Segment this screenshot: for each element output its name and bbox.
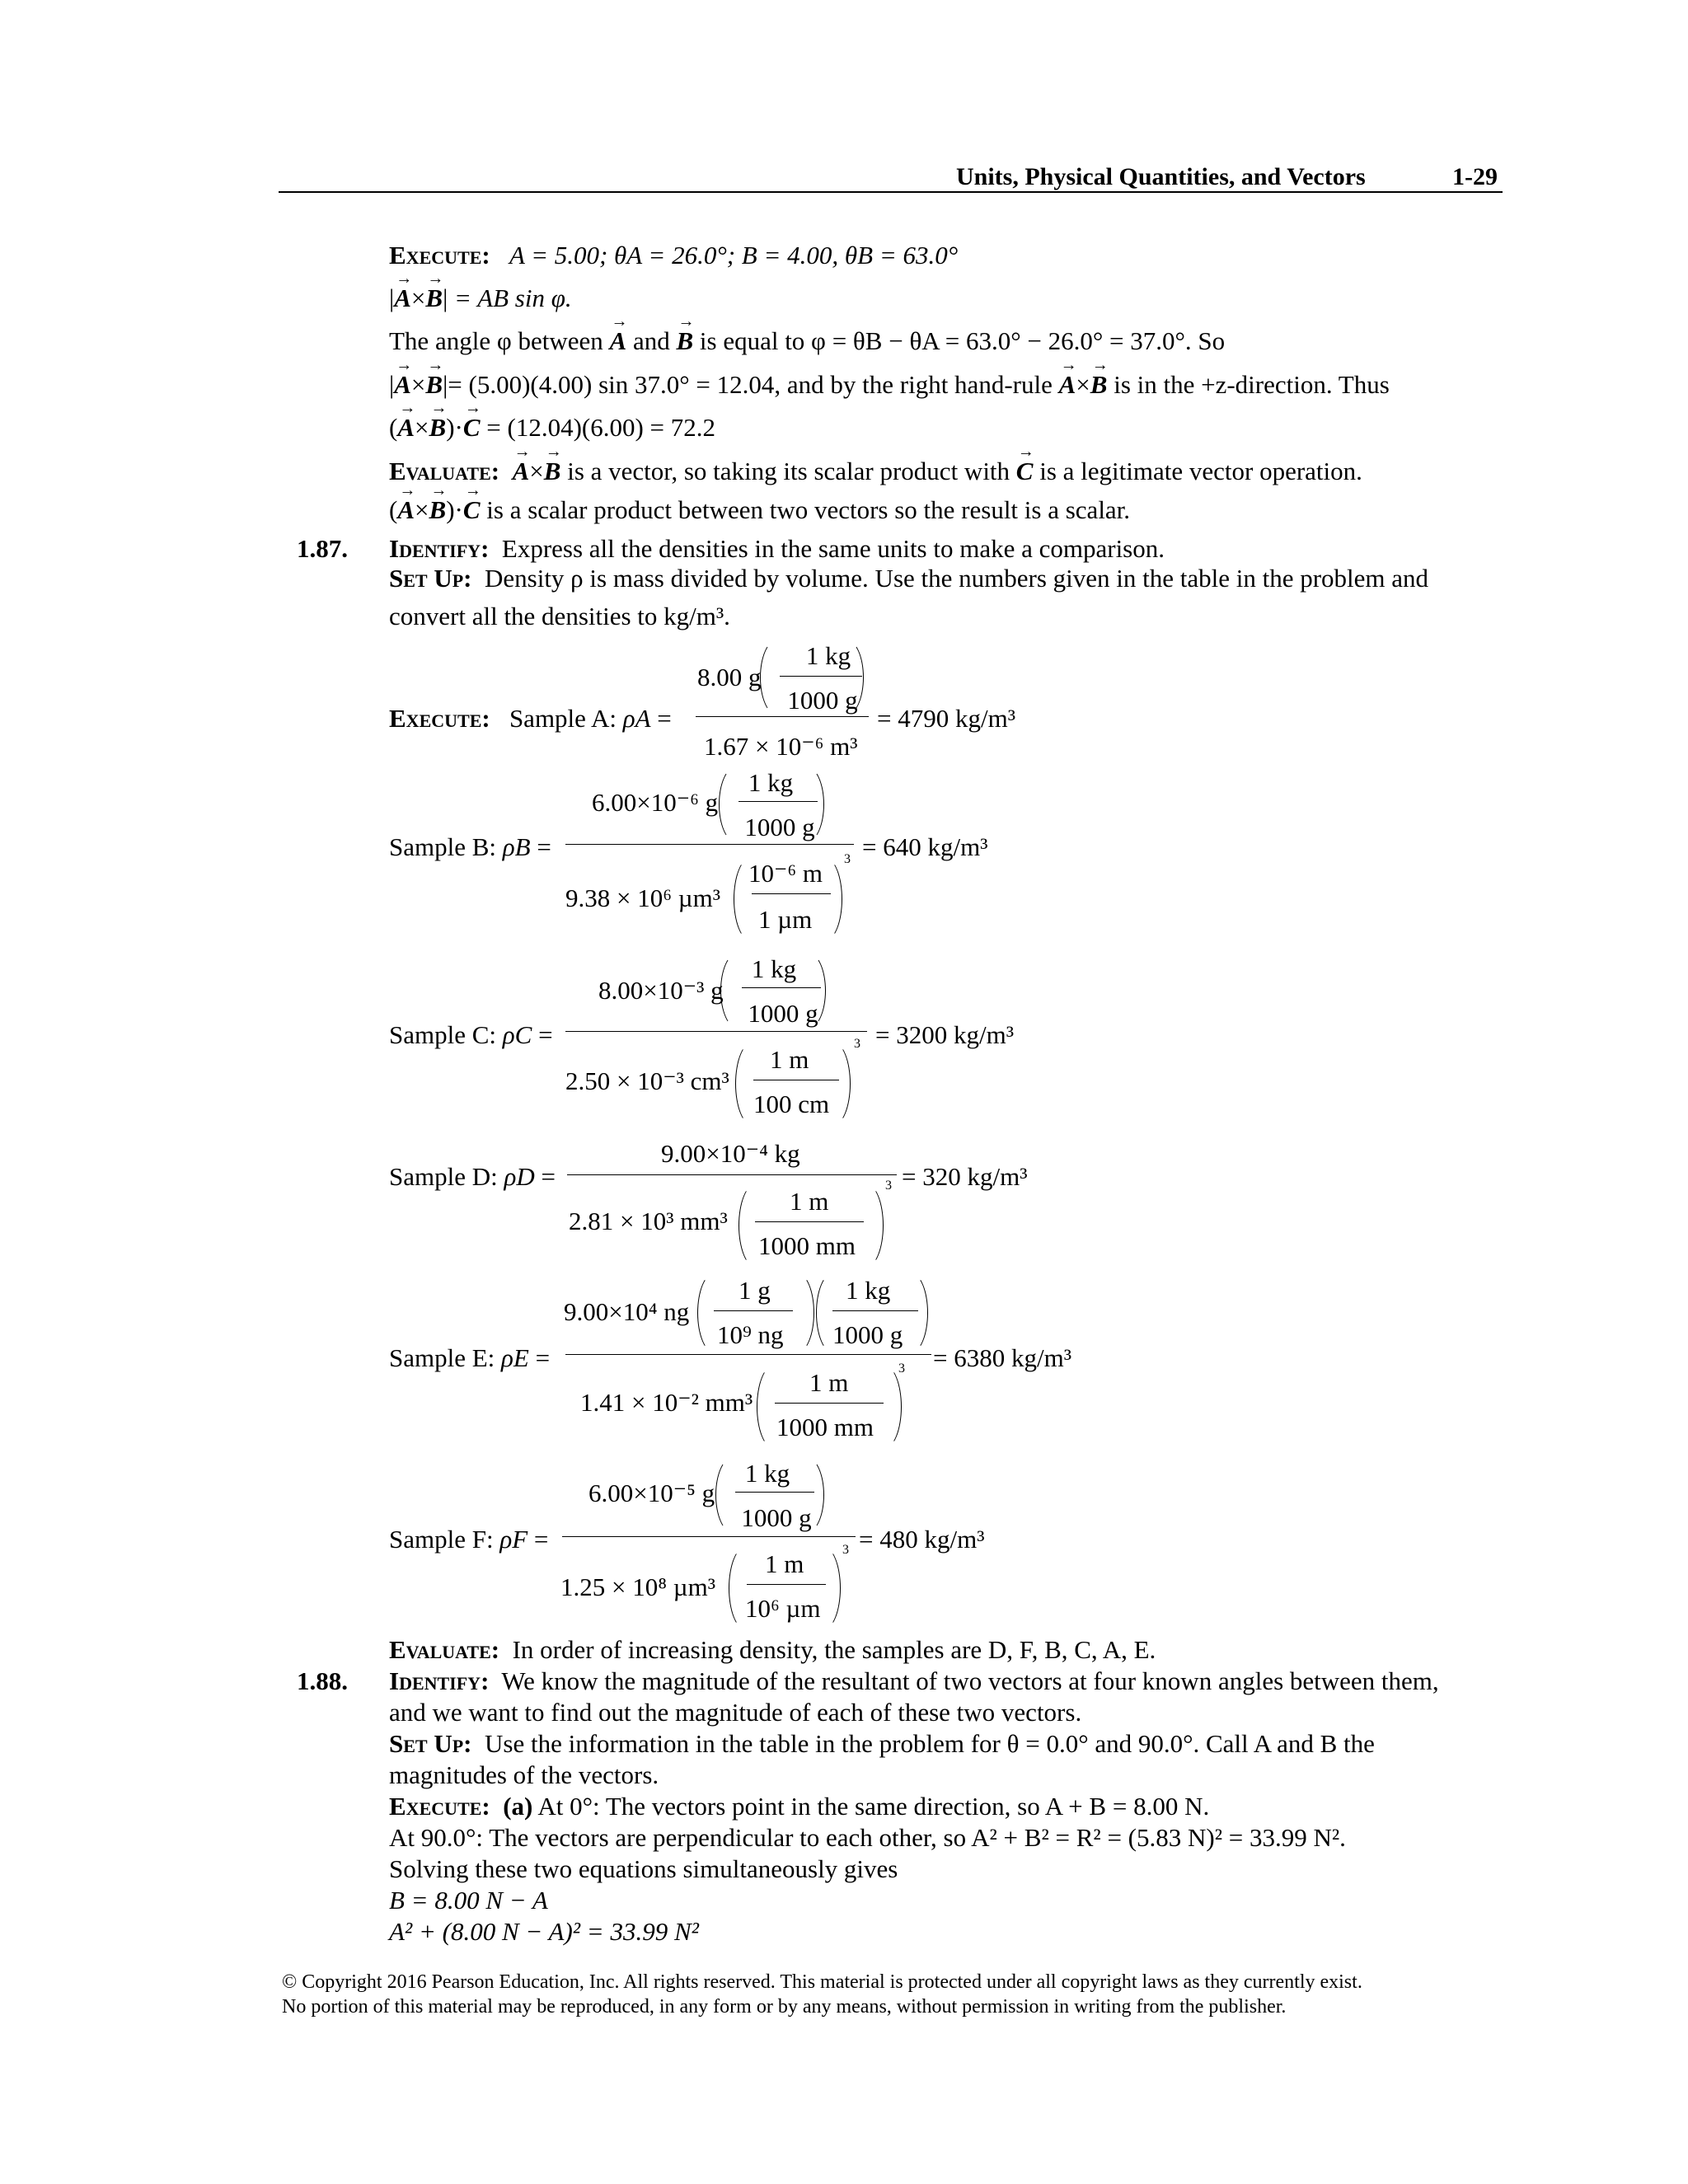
- sample-c-label: Sample C: ρC =: [389, 1020, 553, 1049]
- sample-b-numerator: 6.00×10⁻⁶ g: [592, 788, 719, 817]
- sample-a-numerator: 8.00 g: [697, 663, 762, 691]
- problem-number-187: 1.87.: [297, 534, 348, 563]
- sample-f-numerator: 6.00×10⁻⁵ g: [588, 1479, 715, 1507]
- conv-g1000: 1000 g: [748, 999, 818, 1028]
- sample-c-name: Sample C:: [389, 1020, 497, 1049]
- identify-text-188-1: We know the magnitude of the resultant of two vectors at four known angles between them,: [501, 1666, 1439, 1695]
- evaluate-text-187: In order of increasing density, the samples are D, F, B, C, A, E.: [512, 1635, 1156, 1664]
- fraction-bar-b: [565, 844, 854, 845]
- sample-d-name: Sample D:: [389, 1162, 498, 1191]
- cross-magnitude-formula: = AB sin φ.: [454, 284, 572, 312]
- sample-e-label: Sample E: ρE =: [389, 1343, 551, 1372]
- sample-d-rho: ρD: [504, 1162, 535, 1191]
- conv-m1: 1 m: [765, 1549, 804, 1578]
- execute-text-188-4: B = 8.00 N − A: [389, 1886, 548, 1915]
- sample-e-result: = 6380 kg/m³: [933, 1343, 1072, 1372]
- sample-b-rho: ρB: [502, 832, 531, 861]
- conv-kg: 1 kg: [846, 1276, 891, 1305]
- exponent: 3: [854, 1037, 860, 1051]
- conv-cm100: 100 cm: [753, 1090, 830, 1118]
- sample-b-label: Sample B: ρB =: [389, 832, 551, 861]
- conv-kg: 1 kg: [748, 768, 794, 797]
- conv-kg: 1 kg: [744, 1459, 790, 1488]
- paren-right: [829, 640, 864, 715]
- sample-e-rho: ρE: [501, 1343, 529, 1372]
- exponent: 3: [842, 1543, 849, 1557]
- sample-a-rho: ρA: [622, 704, 651, 733]
- conv-mm1000: 1000 mm: [776, 1413, 874, 1441]
- fraction-bar-a: [696, 716, 869, 717]
- evaluate-text-1: is a vector, so taking its scalar product with: [567, 457, 1010, 485]
- identify-line-187: [389, 536, 1165, 561]
- header-rule: [279, 191, 1503, 193]
- identify-text-188-2: and we want to find out the magnitude of each of these two vectors.: [389, 1698, 1082, 1727]
- conv-mm1000: 1000 mm: [758, 1231, 856, 1260]
- execute-text-188-2: At 90.0°: The vectors are perpendicular to each other, so A² + B² = R² = (5.83 N)² = 33.99 N².: [389, 1823, 1346, 1852]
- sample-d-denominator: 2.81 × 10³ mm³: [569, 1207, 728, 1235]
- sample-f-name: Sample F:: [389, 1525, 494, 1554]
- copyright-line-1: © Copyright 2016 Pearson Education, Inc. All rights reserved. This material is protected under all copyright laws as they currently exist.: [282, 1971, 1362, 1993]
- identify-heading-188: Identify:: [389, 1666, 490, 1695]
- sample-e-denominator: 1.41 × 10⁻² mm³: [580, 1388, 753, 1417]
- identify-text-187: Express all the densities in the same units to make a comparison.: [501, 534, 1165, 563]
- execute-text-188-5: A² + (8.00 N − A)² = 33.99 N²: [389, 1917, 699, 1946]
- angle-line: The angle φ between → A and → B is equal to φ = θB − θA = 63.0° − 26.0° = 37.0°. So: [389, 328, 1225, 354]
- dot-result-text: = (12.04)(6.00) = 72.2: [486, 413, 716, 442]
- exponent: 3: [898, 1361, 905, 1376]
- fraction-bar-d: [567, 1174, 897, 1175]
- angle-text-2: is equal to φ = θB − θA = 63.0° − 26.0° = 37.0°. So: [699, 326, 1226, 355]
- sample-d-result: = 320 kg/m³: [902, 1162, 1028, 1191]
- conv-m10neg6: 10⁻⁶ m: [748, 859, 823, 888]
- sample-b-name: Sample B:: [389, 832, 497, 861]
- running-header-title: Units, Physical Quantities, and Vectors: [956, 163, 1366, 190]
- setup-text-187-1: Density ρ is mass divided by volume. Use the numbers given in the table in the problem and: [485, 564, 1429, 593]
- identify-line-188: [389, 1668, 1439, 1694]
- sample-f-denominator: 1.25 × 10⁸ µm³: [560, 1572, 716, 1601]
- evaluate-text-3: is a scalar product between two vectors so the result is a scalar.: [486, 495, 1131, 524]
- execute-text-188-1: At 0°: The vectors point in the same direction, so A + B = 8.00 N.: [537, 1792, 1210, 1821]
- fraction-bar-c: [565, 1031, 867, 1032]
- paren-right: [791, 953, 826, 1029]
- paren-right: [849, 1183, 884, 1268]
- sample-e-name: Sample E:: [389, 1343, 495, 1372]
- evaluate-line-1: Evaluate: → A×→ B is a vector, so taking its scalar product with → C is a legitimate vector operation.: [389, 458, 1362, 484]
- sample-d-numerator: 9.00×10⁻⁴ kg: [661, 1139, 800, 1168]
- cross-result-text: = (5.00)(4.00) sin 37.0° = 12.04, and by the right hand-rule: [448, 370, 1053, 399]
- evaluate-line-187: [389, 1637, 1156, 1662]
- dot-result-line: (→ A×→ B)·→ C = (12.04)(6.00) = 72.2: [389, 415, 715, 440]
- fraction-bar-f: [562, 1536, 856, 1537]
- conv-g1000: 1000 g: [741, 1503, 812, 1532]
- conv-m1: 1 m: [809, 1368, 849, 1397]
- setup-line-188: [389, 1731, 1375, 1756]
- evaluate-heading-187: Evaluate:: [389, 1635, 500, 1664]
- evaluate-text-2: is a legitimate vector operation.: [1039, 457, 1362, 485]
- paren-right: [808, 857, 842, 941]
- angle-text-1: The angle φ between: [389, 326, 603, 355]
- sample-c-numerator: 8.00×10⁻³ g: [598, 976, 724, 1005]
- setup-text-188-1: Use the information in the table in the problem for θ = 0.0° and 90.0°. Call A and B the: [485, 1729, 1375, 1758]
- conv-g1: 1 g: [738, 1276, 771, 1305]
- paren-right: [867, 1365, 902, 1449]
- paren-right: [893, 1272, 928, 1353]
- sample-a-label: Execute: Sample A: ρA =: [389, 704, 672, 733]
- conv-ng: 10⁹ ng: [717, 1320, 784, 1349]
- execute-heading: Execute:: [389, 241, 490, 269]
- part-a-label: (a): [503, 1792, 533, 1821]
- execute-line: [389, 242, 958, 268]
- exponent: 3: [885, 1179, 892, 1193]
- execute-values: A = 5.00; θA = 26.0°; B = 4.00, θB = 63.0°: [509, 241, 959, 269]
- sample-c-denominator: 2.50 × 10⁻³ cm³: [565, 1066, 729, 1095]
- sample-b-result: = 640 kg/m³: [862, 832, 988, 861]
- setup-text-187-2: convert all the densities to kg/m³.: [389, 602, 730, 630]
- paren-right: [780, 1272, 814, 1353]
- setup-line-187: [389, 565, 1428, 591]
- problem-number-188: 1.88.: [297, 1666, 348, 1695]
- page-number: 1-29: [1452, 163, 1498, 190]
- sample-a-name: Sample A:: [509, 704, 617, 733]
- conv-m1: 1 m: [790, 1187, 829, 1216]
- conv-kg: 1 kg: [805, 641, 851, 670]
- conv-um10-6: 10⁶ µm: [745, 1594, 821, 1623]
- conv-kg: 1 kg: [751, 954, 797, 983]
- fraction-bar-e: [565, 1354, 931, 1355]
- paren-right: [806, 1546, 841, 1630]
- sample-f-rho: ρF: [499, 1525, 528, 1554]
- conv-g1000: 1000 g: [832, 1320, 903, 1349]
- conv-g1000: 1000 g: [744, 813, 815, 841]
- setup-heading-188: Set Up:: [389, 1729, 472, 1758]
- exponent: 3: [844, 852, 851, 866]
- conv-um1: 1 µm: [758, 905, 813, 934]
- copyright-line-2: No portion of this material may be reproduced, in any form or by any means, without permission in writing from the publisher.: [282, 1996, 1287, 2018]
- evaluate-line-2: (→ A×→ B)·→ C is a scalar product between two vectors so the result is a scalar.: [389, 497, 1130, 523]
- identify-heading: Identify:: [389, 534, 490, 563]
- cross-result-line: |→ A×→ B|= (5.00)(4.00) sin 37.0° = 12.04, and by the right hand-rule → A×→ B is in the +z-direction. Thus: [389, 372, 1390, 397]
- sample-a-result: = 4790 kg/m³: [877, 704, 1016, 733]
- execute-heading-188: Execute:: [389, 1792, 490, 1821]
- evaluate-heading: Evaluate:: [389, 457, 500, 485]
- cross-result-direction: is in the +z-direction. Thus: [1114, 370, 1390, 399]
- angle-text-and: and: [632, 326, 670, 355]
- setup-text-188-2: magnitudes of the vectors.: [389, 1760, 659, 1789]
- sample-a-denominator: 1.67 × 10⁻⁶ m³: [704, 732, 858, 761]
- conv-g1000: 1000 g: [787, 686, 858, 715]
- paren-right: [790, 766, 824, 842]
- cross-magnitude-line: |→ A×→ B| = AB sin φ.: [389, 285, 572, 311]
- sample-f-result: = 480 kg/m³: [859, 1525, 985, 1554]
- sample-c-rho: ρC: [502, 1020, 532, 1049]
- sample-c-result: = 3200 kg/m³: [875, 1020, 1015, 1049]
- setup-heading: Set Up:: [389, 564, 472, 593]
- sample-e-numerator: 9.00×10⁴ ng: [564, 1297, 690, 1326]
- paren-right: [816, 1042, 851, 1126]
- conv-m1: 1 m: [770, 1045, 809, 1074]
- execute-heading-187: Execute:: [389, 704, 490, 733]
- sample-d-label: Sample D: ρD =: [389, 1162, 556, 1191]
- paren-right: [790, 1457, 824, 1533]
- sample-b-denominator: 9.38 × 10⁶ µm³: [565, 883, 721, 912]
- execute-line-188: [389, 1793, 1209, 1819]
- execute-text-188-3: Solving these two equations simultaneously gives: [389, 1854, 898, 1883]
- sample-f-label: Sample F: ρF =: [389, 1525, 549, 1554]
- conv-line: [755, 1221, 864, 1222]
